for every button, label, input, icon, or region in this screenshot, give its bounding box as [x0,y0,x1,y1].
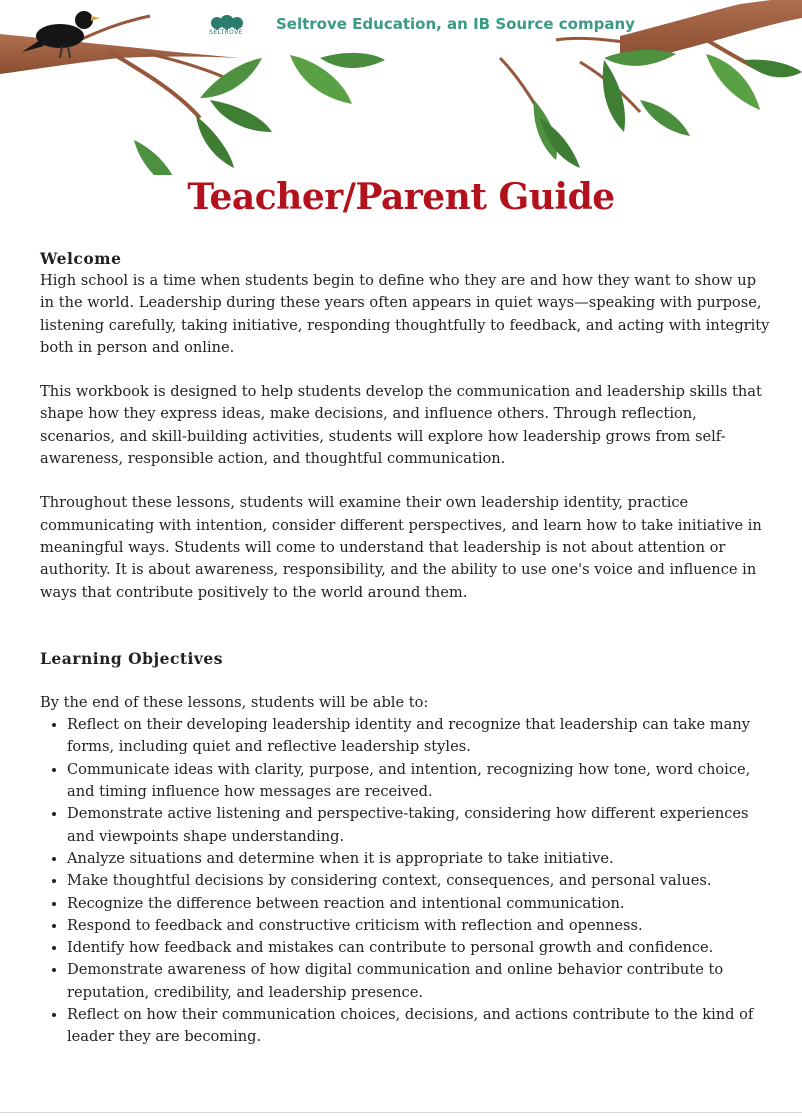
logo-text: SELTROVE [209,29,243,36]
welcome-heading: Welcome [40,249,122,268]
objective-item: • Reflect on their developing leadership identity and recognize that leadership can take many forms, including quiet and reflective leadership styles. [67,714,770,759]
objectives-list [40,714,770,1048]
welcome-paragraph-1: High school is a time when students begin to define who they are and how they want to show up in the world. Leadership during these years often appears in quiet ways—speaking with purpose, listening carefully, taking initiative, responding thoughtfully to feedback, and acting with integrity both in person and online. [40,272,770,356]
objective-item: • Analyze situations and determine when it is appropriate to take initiative. [67,848,770,870]
objective-item: • Demonstrate active listening and perspective-taking, considering how different experiences and viewpoints shape understanding. [67,803,770,848]
guide-content [40,248,770,1049]
objective-item: • Reflect on how their communication choices, decisions, and actions contribute to the kind of leader they are becoming. [67,1004,770,1049]
welcome-paragraph-3: Throughout these lessons, students will examine their own leadership identity, practice communicating with intention, consider different perspectives, and learn how to take initiative in meaningful ways. Students will come to understand that leadership is not about attention or authority. It is about awareness, responsibility, and the ability to use one's voice and influence in ways that contribute positively to the world around them. [40,494,762,601]
objective-item: • Identify how feedback and mistakes can contribute to personal growth and confidence. [67,937,770,959]
objectives-heading: Learning Objectives [40,648,224,668]
welcome-paragraph-2: This workbook is designed to help students develop the communication and leadership skills that shape how they express ideas, make decisions, and influence others. Through reflection, scenarios, and skill-building activities, students will explore how leadership grows from self-awareness, responsible action, and thoughtful communication. [40,383,762,468]
objective-item: • Recognize the difference between reaction and intentional communication. [67,893,770,915]
objective-item: • Communicate ideas with clarity, purpose, and intention, recognizing how tone, word choice, and timing influence how messages are received. [67,759,770,804]
page-divider [0,1112,802,1113]
objective-item: • Make thoughtful decisions by considering context, consequences, and personal values. [67,870,770,892]
objectives-intro: By the end of these lessons, students will be able to: [40,693,429,711]
company-name: Seltrove Education, an IB Source company [276,15,635,33]
objective-item: • Demonstrate awareness of how digital communication and online behavior contribute to reputation, credibility, and leadership presence. [67,959,770,1004]
objective-item: • Respond to feedback and constructive criticism with reflection and openness. [67,915,770,937]
page-title: Teacher/Parent Guide [187,176,615,218]
